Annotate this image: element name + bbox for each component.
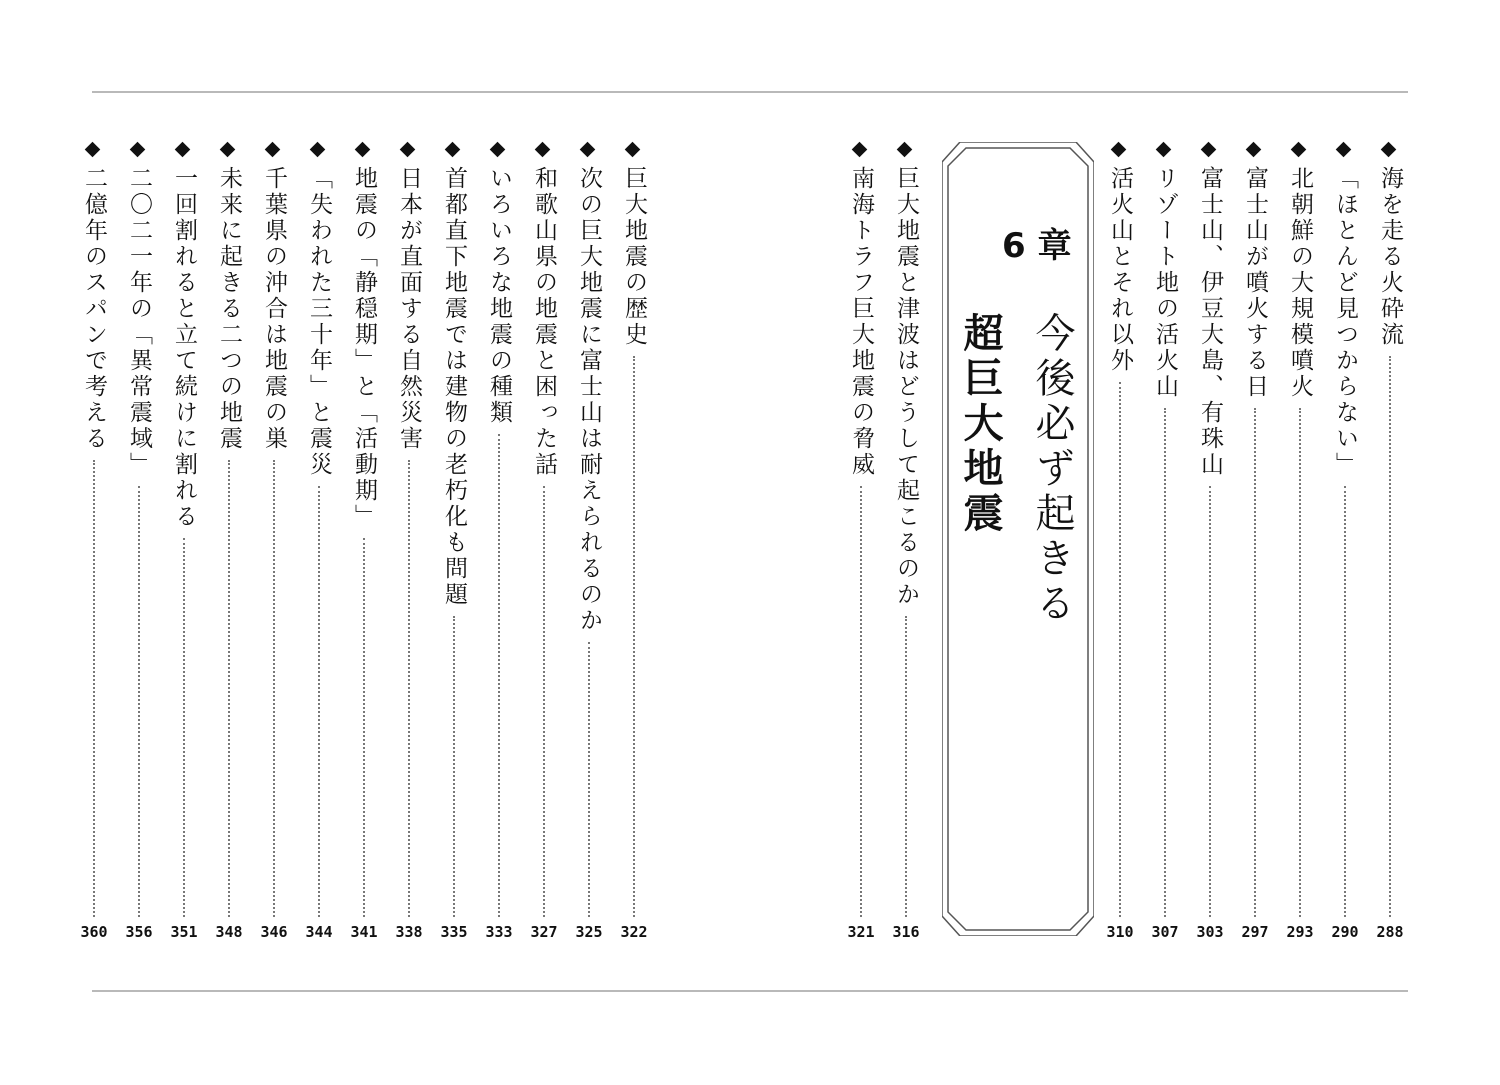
dot-leader [1164, 408, 1166, 917]
diamond-bullet-icon [355, 142, 371, 158]
toc-entry[interactable] [256, 140, 292, 945]
toc-entry[interactable] [481, 140, 517, 945]
toc-entry[interactable] [1192, 140, 1228, 945]
diamond-bullet-icon [1291, 142, 1307, 158]
toc-entry[interactable] [436, 140, 472, 945]
dot-leader [1119, 382, 1121, 917]
toc-entry-title: 次の巨大地震に富士山は耐えられるのか [576, 166, 602, 634]
toc-entry[interactable] [1372, 140, 1408, 945]
dot-leader [138, 486, 140, 917]
toc-entry[interactable] [571, 140, 607, 945]
toc-entry-page: 322 [620, 923, 648, 941]
toc-entry[interactable] [301, 140, 337, 945]
toc-entry[interactable] [616, 140, 652, 945]
toc-entry-page: 351 [170, 923, 198, 941]
dot-leader [905, 616, 907, 917]
toc-entry[interactable] [1102, 140, 1138, 945]
toc-entry-page: 288 [1376, 923, 1404, 941]
toc-entry-title: 富士山、伊豆大島、有珠山 [1197, 166, 1223, 478]
dot-leader [543, 486, 545, 917]
dot-leader [860, 486, 862, 917]
toc-entry-title: 一回割れると立て続けに割れる [171, 166, 197, 530]
toc-entry-page: 348 [215, 923, 243, 941]
dot-leader [633, 356, 635, 917]
diamond-bullet-icon [490, 142, 506, 158]
dot-leader [318, 486, 320, 917]
toc-entry-title: いろいろな地震の種類 [486, 166, 512, 426]
diamond-bullet-icon [897, 142, 913, 158]
toc-entry-title: 活火山とそれ以外 [1107, 166, 1133, 374]
diamond-bullet-icon [1246, 142, 1262, 158]
toc-entry[interactable] [346, 140, 382, 945]
toc-entry-page: 290 [1331, 923, 1359, 941]
diamond-bullet-icon [1336, 142, 1352, 158]
toc-entry-title: 「ほとんど見つからない」 [1332, 166, 1358, 478]
dot-leader [453, 616, 455, 917]
toc-entry-page: 307 [1151, 923, 1179, 941]
diamond-bullet-icon [1201, 142, 1217, 158]
toc-entry[interactable] [1147, 140, 1183, 945]
toc-entry[interactable] [211, 140, 247, 945]
chapter-number [1002, 218, 1092, 267]
toc-entry-page: 325 [575, 923, 603, 941]
toc-entry[interactable] [1237, 140, 1273, 945]
toc-entry-page: 333 [485, 923, 513, 941]
diamond-bullet-icon [1156, 142, 1172, 158]
chapter-number-digit: 6 [1002, 226, 1026, 266]
toc-entry-page: 360 [80, 923, 108, 941]
dot-leader [588, 642, 590, 917]
dot-leader [1254, 408, 1256, 917]
chapter-mark: 章 [1037, 226, 1072, 266]
dot-leader [498, 434, 500, 917]
toc-entry[interactable] [121, 140, 157, 945]
dot-leader [363, 538, 365, 917]
toc-entry-title: 二億年のスパンで考える [81, 166, 107, 452]
toc-entry-title: 南海トラフ巨大地震の脅威 [848, 166, 874, 478]
dot-leader [273, 460, 275, 917]
diamond-bullet-icon [400, 142, 416, 158]
diamond-bullet-icon [625, 142, 641, 158]
toc-entry-title: 巨大地震と津波はどうして起こるのか [893, 166, 919, 608]
toc-entry[interactable] [1327, 140, 1363, 945]
diamond-bullet-icon [1111, 142, 1127, 158]
toc-entry-title: 「失われた三十年」と震災 [306, 166, 332, 478]
toc-entry-page: 338 [395, 923, 423, 941]
dot-leader [1344, 486, 1346, 917]
diamond-bullet-icon [535, 142, 551, 158]
toc-entry-page: 321 [847, 923, 875, 941]
dot-leader [1389, 356, 1391, 917]
dot-leader [183, 538, 185, 917]
dot-leader [228, 460, 230, 917]
toc-entry-title: 海を走る火砕流 [1377, 166, 1403, 348]
toc-entry-title: 北朝鮮の大規模噴火 [1287, 166, 1313, 400]
toc-entry-page: 344 [305, 923, 333, 941]
toc-entry-page: 303 [1196, 923, 1224, 941]
toc-entry[interactable] [843, 140, 879, 945]
toc-entry-page: 316 [892, 923, 920, 941]
toc-entry-page: 297 [1241, 923, 1269, 941]
diamond-bullet-icon [175, 142, 191, 158]
toc-entry-title: 巨大地震の歴史 [621, 166, 647, 348]
dot-leader [1299, 408, 1301, 917]
bottom-rule [92, 990, 1408, 992]
toc-entry-page: 335 [440, 923, 468, 941]
toc-entry-title: 富士山が噴火する日 [1242, 166, 1268, 400]
toc-entry-title: リゾート地の活火山 [1152, 166, 1178, 400]
diamond-bullet-icon [445, 142, 461, 158]
dot-leader [93, 460, 95, 917]
toc-entry-page: 346 [260, 923, 288, 941]
toc-entry-page: 327 [530, 923, 558, 941]
top-rule [92, 91, 1408, 93]
toc-entry[interactable] [391, 140, 427, 945]
toc-entry-page: 356 [125, 923, 153, 941]
toc-entry[interactable] [166, 140, 202, 945]
toc-entry-page: 293 [1286, 923, 1314, 941]
toc-entry[interactable] [526, 140, 562, 945]
toc-entry-title: 日本が直面する自然災害 [396, 166, 422, 452]
toc-entry[interactable] [76, 140, 112, 945]
dot-leader [408, 460, 410, 917]
diamond-bullet-icon [130, 142, 146, 158]
toc-entry[interactable] [888, 140, 924, 945]
diamond-bullet-icon [265, 142, 281, 158]
dot-leader [1209, 486, 1211, 917]
diamond-bullet-icon [1381, 142, 1397, 158]
toc-entry-title: 首都直下地震では建物の老朽化も問題 [441, 166, 467, 608]
diamond-bullet-icon [220, 142, 236, 158]
diamond-bullet-icon [85, 142, 101, 158]
chapter-title-line1: 今後必ず起きる [1029, 312, 1075, 627]
toc-entry-title: 二〇二一年の「異常震域」 [126, 166, 152, 478]
toc-entry-title: 未来に起きる二つの地震 [216, 166, 242, 452]
diamond-bullet-icon [852, 142, 868, 158]
chapter-title-line2: 超巨大地震 [957, 312, 1003, 537]
diamond-bullet-icon [310, 142, 326, 158]
toc-entry-title: 地震の「静穏期」と「活動期」 [351, 166, 377, 530]
diamond-bullet-icon [580, 142, 596, 158]
toc-entry-title: 和歌山県の地震と困った話 [531, 166, 557, 478]
toc-entry-page: 341 [350, 923, 378, 941]
chapter-heading-box[interactable] [942, 142, 1094, 936]
toc-entry-page: 310 [1106, 923, 1134, 941]
toc-entry-title: 千葉県の沖合は地震の巣 [261, 166, 287, 452]
toc-entry[interactable] [1282, 140, 1318, 945]
